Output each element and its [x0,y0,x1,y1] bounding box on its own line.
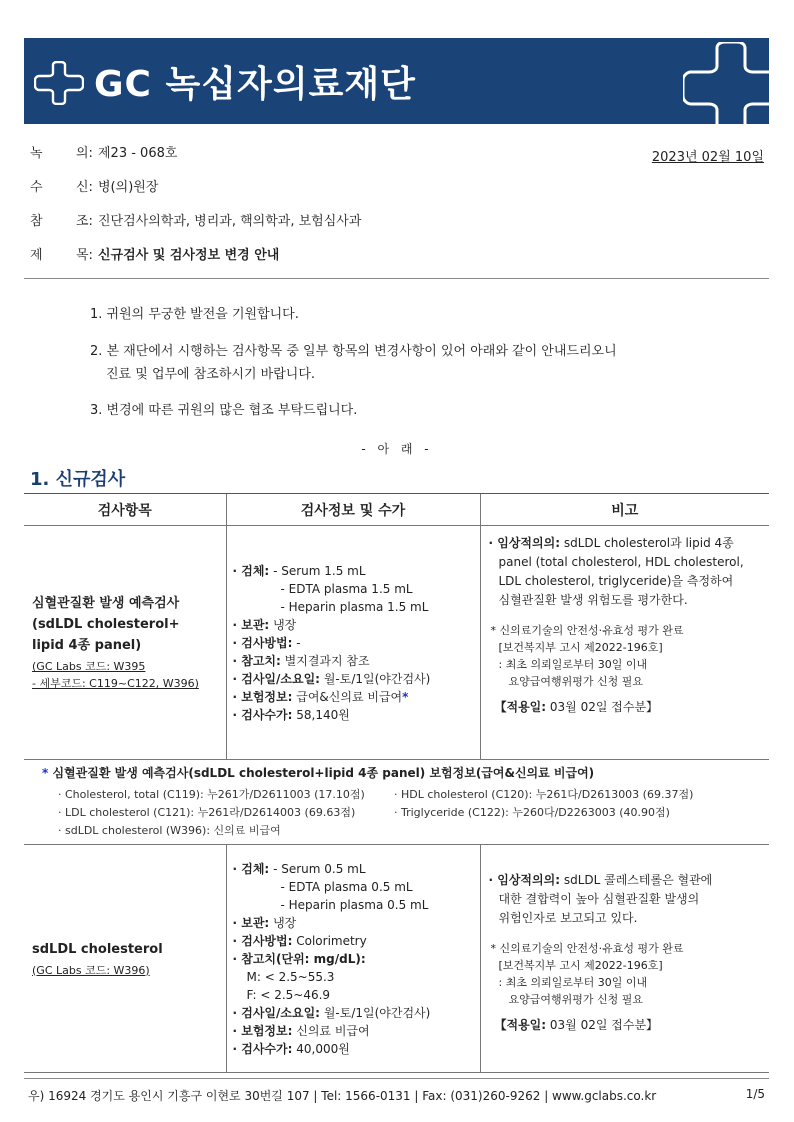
column-header: 비고 [480,494,769,526]
cross-logo-icon [34,61,84,105]
test-fee: 40,000원 [296,1041,350,1056]
divider [24,278,769,279]
test-name-cell: sdLDL cholesterol (GC Labs 코드: W396) [24,845,226,1073]
header-banner [24,38,769,124]
insurance-item: · LDL cholesterol (C121): 누261라/D2614003 (69.63점) [58,806,356,819]
new-test-table [24,493,769,760]
test-name-cell: 심혈관질환 발생 예측검사 (sdLDL cholesterol+ lipid 4종 panel) (GC Labs 코드: W395 - 세부코드: C119~C122, W396) [24,526,226,760]
cross-watermark-icon [683,42,769,124]
insurance-title: 심혈관질환 발생 예측검사(sdLDL cholesterol+lipid 4종 panel) 보험정보(급여&신의료 비급여) [52,766,595,780]
table-row [24,526,769,760]
cc-line: 참 조: 진단검사의학과, 병리과, 핵의학과, 보험심사과 [30,214,362,229]
column-header: 검사항목 [24,494,226,526]
doc-number: 제23 - 068호 [98,146,178,161]
subject: 신규검사 및 검사정보 변경 안내 [98,248,280,263]
paragraph-3: 3. 변경에 따른 귀원의 많은 협조 부탁드립니다. [90,403,358,418]
footer-address: 우) 16924 경기도 용인시 기흥구 이현로 30번길 107 | Tel: 1566-0131 | Fax: (031)260-9262 | www.gclabs.co.kr [28,1089,657,1103]
remarks-cell: · 임상적의의: sdLDL 콜레스테롤은 혈관에 대한 결합력이 높아 심혈관질환 발생의 위험인자로 보고되고 있다. * 신의료기술의 안전성·유효성 평가 완료 [보건복지부 고시 제2022-196호] : 최초 의뢰일로부터 30일 이내 요양급여행위평가 신청 필요 【적용일: 03월 02일 접수분】 [480,845,769,1073]
test-info-cell: · 검체: - Serum 0.5 mL - EDTA plasma 0.5 mL - Heparin plasma 0.5 mL · 보관: 냉장 · 검사방법: Colorimetry · 참고치(단위: mg/dL): M: < 2.5~55.3 F: < 2.5~46.9 · 검사일/소요일: 월-토/1일(야간검사) · 보험정보: 신의료 비급여 · 검사수가: 40,000원 [226,845,480,1073]
cc-departments: 진단검사의학과, 병리과, 핵의학과, 보험심사과 [98,214,362,229]
test-info-cell: · 검체: - Serum 1.5 mL - EDTA plasma 1.5 mL - Heparin plasma 1.5 mL · 보관: 냉장 · 검사방법: - · 참고치: 별지결과지 참조 · 검사일/소요일: 월-토/1일(야간검사) · 보험정보: 급여&신의료 비급여* · 검사수가: 58,140원 [226,526,480,760]
test-subcode: - 세부코드: C119~C122, W396) [32,677,199,690]
paragraph-2b: 진료 및 업무에 참조하시기 바랍니다. [106,367,316,382]
insurance-item: · sdLDL cholesterol (W396): 신의료 비급여 [58,824,281,837]
test-code: (GC Labs 코드: W396) [32,963,150,977]
brand-name: GC 녹십자의료재단 [94,64,416,105]
doc-date: 2023년 02월 10일 [651,150,764,165]
insurance-info: * 심혈관질환 발생 예측검사(sdLDL cholesterol+lipid 4종 panel) 보험정보(급여&신의료 비급여) · Cholesterol, total (C119): 누261가/D2611003 (17.10점) · HDL cholesterol (C120): 누261다/D2613003 (69.37점) · LDL cholesterol (C121): 누261라/D2614003 (69.63점) · Triglyceride (C122): 누260다/D2263003 (40.90점) · sdLDL cholesterol (W396): 신의료 비급여 [42,766,694,837]
column-header: 검사정보 및 수가 [226,494,480,526]
separator: - 아 래 - [361,442,433,456]
insurance-item: · Triglyceride (C122): 누260다/D2263003 (40.90점) [394,806,670,819]
recipient-line: 수 신: 병(의)원장 [30,180,159,195]
remarks-cell: · 임상적의의: sdLDL cholesterol과 lipid 4종 panel (total cholesterol, HDL cholesterol, LDL cholesterol, triglyceride)을 측정하여 심혈관질환 발생 위험도를 평가한다. * 신의료기술의 안전성·유효성 평가 완료 [보건복지부 고시 제2022-196호] : 최초 의뢰일로부터 30일 이내 요양급여행위평가 신청 필요 【적용일: 03월 02일 접수분】 [480,526,769,760]
table-header-row [24,494,769,526]
paragraph-1: 1. 귀원의 무궁한 발전을 기원합니다. [90,307,299,322]
insurance-item: · HDL cholesterol (C120): 누261다/D2613003 (69.37점) [394,788,694,801]
test-code: (GC Labs 코드: W395 [32,660,146,673]
section-title: 1. 신규검사 [30,469,126,490]
insurance-item: · Cholesterol, total (C119): 누261가/D2611003 (17.10점) [58,788,365,801]
test-fee: 58,140원 [296,707,350,722]
subject-line: 제 목: 신규검사 및 검사정보 변경 안내 [30,248,280,263]
paragraph-2a: 2. 본 재단에서 시행하는 검사항목 중 일부 항목의 변경사항이 있어 아래와 같이 안내드리오니 [90,344,617,359]
doc-number-line: 녹 의: 제23 - 068호 [30,146,178,161]
footer [24,1078,769,1108]
page-number: 1/5 [745,1087,765,1101]
table-row [24,845,769,1073]
new-test-table-continued [24,844,769,1073]
recipient: 병(의)원장 [98,180,159,195]
